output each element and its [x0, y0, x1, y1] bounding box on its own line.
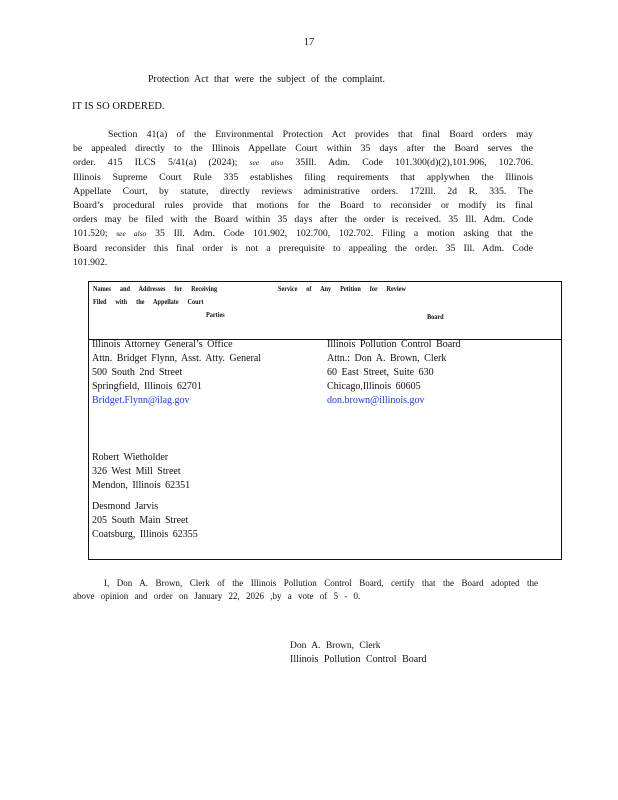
- party-jarvis: [92, 500, 198, 542]
- paragraph-line: Board’s procedural rules provide that motions for the Board to reconsider or modify its final: [73, 200, 533, 212]
- header-col1-line3: Parties: [206, 310, 225, 319]
- paragraph-line: Illinois Supreme Court Rule 335 establishes filing requirements that applywhen the Illinois: [73, 171, 533, 183]
- party-city: Coatsburg, Illinois 62355: [92, 529, 198, 540]
- header-col2-line1: Service of Any Petition for Review: [278, 284, 406, 293]
- party-name: Desmond Jarvis: [92, 501, 159, 512]
- clerk-certification: [73, 577, 538, 603]
- signature-title: Illinois Pollution Control Board: [290, 654, 427, 665]
- page-number: 17: [303, 37, 315, 48]
- header-col1-line2: Filed with the Appellate Court: [93, 297, 204, 306]
- paragraph-line: be appealed directly to the Illinois Appellate Court within 35 days after the Board serves the: [73, 143, 533, 155]
- party-email-link[interactable]: Bridget.Flynn@ilag.gov: [92, 395, 190, 406]
- board-city: Chicago,Illinois 60605: [327, 381, 421, 392]
- paragraph-line: [73, 156, 533, 170]
- carryover-text: Protection Act that were the subject of the complaint.: [148, 74, 385, 85]
- board-email-link[interactable]: don.brown@illinois.gov: [327, 395, 425, 406]
- table-header: [89, 282, 561, 340]
- order-statement: IT IS SO ORDERED.: [72, 101, 165, 112]
- party-street: 205 South Main Street: [92, 515, 189, 526]
- party-city: Mendon, Illinois 62351: [92, 480, 191, 491]
- paragraph-line: 101.902.: [73, 256, 108, 268]
- signature-name: Don A. Brown, Clerk: [290, 641, 381, 651]
- board-street: 60 East Street, Suite 630: [327, 367, 434, 378]
- header-col2-line2: Board: [427, 312, 444, 321]
- citation-signal: see also: [116, 229, 147, 239]
- certification-line: above opinion and order on January 22, 2026 ,by a vote of 5 - 0.: [73, 591, 361, 601]
- paragraph-text: order. 415 ILCS 5/41(a) (2024);: [73, 157, 250, 169]
- party-attorney-general: [92, 338, 261, 408]
- paragraph-text: 101.520;: [73, 228, 117, 240]
- citation-signal: see also: [249, 158, 284, 168]
- board-org: Illinois Pollution Control Board: [327, 339, 461, 350]
- certification-line: I, Don A. Brown, Clerk of the Illinois Pollution Control Board, certify that the Board adopted the: [104, 578, 538, 588]
- paragraph-text: 35Ill. Adm. Code 101.300(d)(2),101.906, 102.706.: [283, 157, 533, 169]
- paragraph-text: 35 Ill. Adm. Code 101.902, 102.700, 102.702. Filing a motion asking that the: [146, 228, 533, 240]
- paragraph-line: Section 41(a) of the Environmental Protection Act provides that final Board orders may: [108, 129, 533, 140]
- paragraph-line: Appellate Court, by statute, directly reviews administrative orders. 172Ill. 2d R. 335. The: [73, 185, 533, 197]
- paragraph-line: Board reconsider this final order is not a prerequisite to appealing the order. 35 Ill. Adm. Code: [73, 242, 533, 254]
- service-list-table: [88, 281, 562, 560]
- party-wietholder: [92, 451, 190, 493]
- signature-block: [290, 640, 427, 666]
- party-city: Springfield, Illinois 62701: [92, 381, 202, 392]
- party-org: Illinois Attorney General’s Office: [92, 339, 233, 350]
- appeal-rights-paragraph: [73, 128, 533, 270]
- board-attn: Attn.: Don A. Brown, Clerk: [327, 353, 447, 364]
- header-col1-line1: Names and Addresses for Receiving: [93, 284, 218, 293]
- paragraph-line: [73, 227, 533, 241]
- party-street: 500 South 2nd Street: [92, 367, 183, 378]
- party-name: Robert Wietholder: [92, 452, 169, 463]
- party-pollution-control-board: [327, 338, 461, 408]
- party-street: 326 West Mill Street: [92, 466, 181, 477]
- paragraph-line: orders may be filed with the Board within 35 days after the order is received. 35 Ill. Adm. Code: [73, 214, 533, 226]
- party-attn: Attn. Bridget Flynn, Asst. Atty. General: [92, 353, 262, 364]
